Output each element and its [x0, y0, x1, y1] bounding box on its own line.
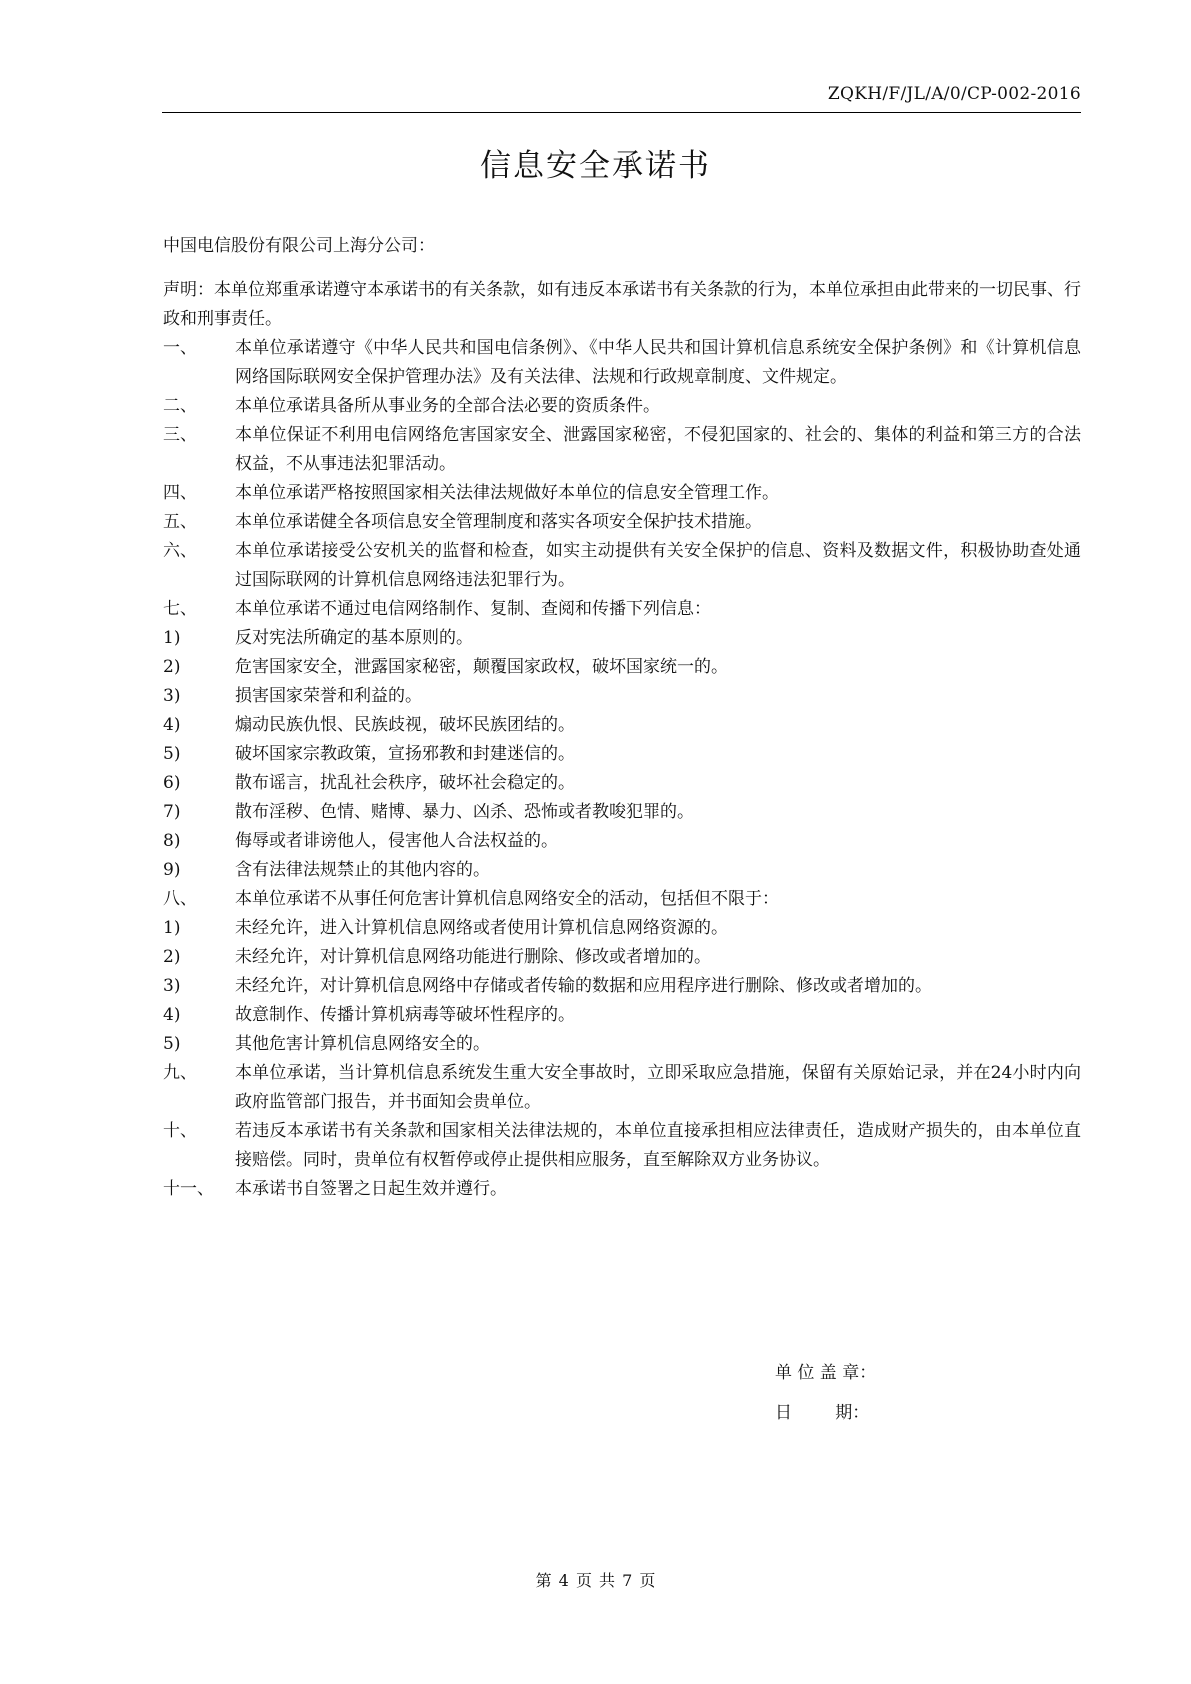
list-item [163, 914, 1081, 943]
item-text: 本单位承诺遵守《中华人民共和国电信条例》、《中华人民共和国计算机信息系统安全保护条例》和《计算机信息网络国际联网安全保护管理办法》及有关法律、法规和行政规章制度、文件规定。 [235, 338, 1081, 387]
list-item [163, 827, 1081, 856]
item-text: 未经允许，对计算机信息网络中存储或者传输的数据和应用程序进行删除、修改或者增加的。 [235, 976, 932, 996]
list-item [163, 943, 1081, 972]
header-divider [162, 112, 1081, 113]
item-number: 3) [163, 976, 181, 996]
list-item [163, 1001, 1081, 1030]
list-item [163, 972, 1081, 1001]
item-number: 五、 [163, 512, 197, 532]
list-item [163, 1175, 1081, 1204]
list-item [163, 595, 1081, 624]
item-text: 本单位保证不利用电信网络危害国家安全、泄露国家秘密，不侵犯国家的、社会的、集体的利益和第三方的合法权益，不从事违法犯罪活动。 [235, 425, 1081, 474]
item-text: 反对宪法所确定的基本原则的。 [235, 628, 473, 648]
item-text: 破坏国家宗教政策，宣扬邪教和封建迷信的。 [235, 744, 575, 764]
item-text: 散布谣言，扰乱社会秩序，破坏社会稳定的。 [235, 773, 575, 793]
item-text: 本单位承诺不通过电信网络制作、复制、查阅和传播下列信息： [235, 599, 711, 619]
date-label: 日 期： [775, 1403, 870, 1423]
item-text: 故意制作、传播计算机病毒等破坏性程序的。 [235, 1005, 575, 1025]
list-item [163, 653, 1081, 682]
item-text: 散布淫秽、色情、赌博、暴力、凶杀、恐怖或者教唆犯罪的。 [235, 802, 694, 822]
document-code: ZQKH/F/JL/A/0/CP-002-2016 [827, 84, 1081, 104]
item-number: 二、 [163, 396, 197, 416]
item-number: 7) [163, 802, 181, 822]
item-number: 九、 [163, 1063, 197, 1083]
item-text: 含有法律法规禁止的其他内容的。 [235, 860, 490, 880]
item-number: 十、 [163, 1121, 197, 1141]
item-number: 4) [163, 715, 181, 735]
list-item [163, 508, 1081, 537]
page-title: 信息安全承诺书 [480, 148, 711, 184]
item-number: 5) [163, 1034, 181, 1054]
commitment-list [163, 334, 1081, 1204]
item-number: 1) [163, 918, 181, 938]
list-item [163, 740, 1081, 769]
item-text: 其他危害计算机信息网络安全的。 [235, 1034, 490, 1054]
item-number: 三、 [163, 425, 197, 445]
item-text: 本单位承诺，当计算机信息系统发生重大安全事故时，立即采取应急措施，保留有关原始记录，并在24小时内向政府监管部门报告，并书面知会贵单位。 [235, 1063, 1081, 1112]
item-number: 八、 [163, 889, 197, 909]
item-text: 危害国家安全，泄露国家秘密，颠覆国家政权，破坏国家统一的。 [235, 657, 728, 677]
item-number: 2) [163, 947, 181, 967]
signature-block [775, 1353, 876, 1433]
list-item [163, 1059, 1081, 1117]
item-text: 本承诺书自签署之日起生效并遵行。 [235, 1179, 507, 1199]
list-item [163, 421, 1081, 479]
item-text: 本单位承诺严格按照国家相关法律法规做好本单位的信息安全管理工作。 [235, 483, 779, 503]
page-footer: 第 4 页 共 7 页 [535, 1571, 656, 1590]
addressee: 中国电信股份有限公司上海分公司： [163, 236, 435, 256]
list-item [163, 392, 1081, 421]
item-text: 本单位承诺具备所从事业务的全部合法必要的资质条件。 [235, 396, 660, 416]
list-item [163, 769, 1081, 798]
list-item [163, 334, 1081, 392]
item-number: 4) [163, 1005, 181, 1025]
item-number: 2) [163, 657, 181, 677]
list-item [163, 682, 1081, 711]
item-text: 本单位承诺接受公安机关的监督和检查，如实主动提供有关安全保护的信息、资料及数据文件，积极协助查处通过国际联网的计算机信息网络违法犯罪行为。 [235, 541, 1081, 590]
item-number: 七、 [163, 599, 197, 619]
item-text: 煽动民族仇恨、民族歧视，破坏民族团结的。 [235, 715, 575, 735]
item-text: 本单位承诺不从事任何危害计算机信息网络安全的活动，包括但不限于： [235, 889, 779, 909]
list-item [163, 885, 1081, 914]
list-item [163, 624, 1081, 653]
item-number: 十一、 [163, 1179, 214, 1199]
item-number: 四、 [163, 483, 197, 503]
list-item [163, 479, 1081, 508]
seal-label: 单 位 盖 章： [775, 1363, 877, 1383]
item-text: 本单位承诺健全各项信息安全管理制度和落实各项安全保护技术措施。 [235, 512, 762, 532]
list-item [163, 1030, 1081, 1059]
item-number: 6) [163, 773, 181, 793]
list-item [163, 711, 1081, 740]
statement: 声明：本单位郑重承诺遵守本承诺书的有关条款，如有违反本承诺书有关条款的行为，本单位承担由此带来的一切民事、行政和刑事责任。 [163, 280, 1081, 329]
document-body [163, 232, 1081, 1204]
item-number: 一、 [163, 338, 197, 358]
list-item [163, 1117, 1081, 1175]
item-number: 3) [163, 686, 181, 706]
list-item [163, 798, 1081, 827]
item-text: 损害国家荣誉和利益的。 [235, 686, 422, 706]
item-text: 未经允许，进入计算机信息网络或者使用计算机信息网络资源的。 [235, 918, 728, 938]
item-text: 若违反本承诺书有关条款和国家相关法律法规的，本单位直接承担相应法律责任，造成财产损失的，由本单位直接赔偿。同时，贵单位有权暂停或停止提供相应服务，直至解除双方业务协议。 [235, 1121, 1081, 1170]
item-number: 5) [163, 744, 181, 764]
item-number: 9) [163, 860, 181, 880]
item-number: 六、 [163, 541, 197, 561]
list-item [163, 856, 1081, 885]
item-text: 未经允许，对计算机信息网络功能进行删除、修改或者增加的。 [235, 947, 711, 967]
item-text: 侮辱或者诽谤他人，侵害他人合法权益的。 [235, 831, 558, 851]
list-item [163, 537, 1081, 595]
item-number: 8) [163, 831, 181, 851]
item-number: 1) [163, 628, 181, 648]
